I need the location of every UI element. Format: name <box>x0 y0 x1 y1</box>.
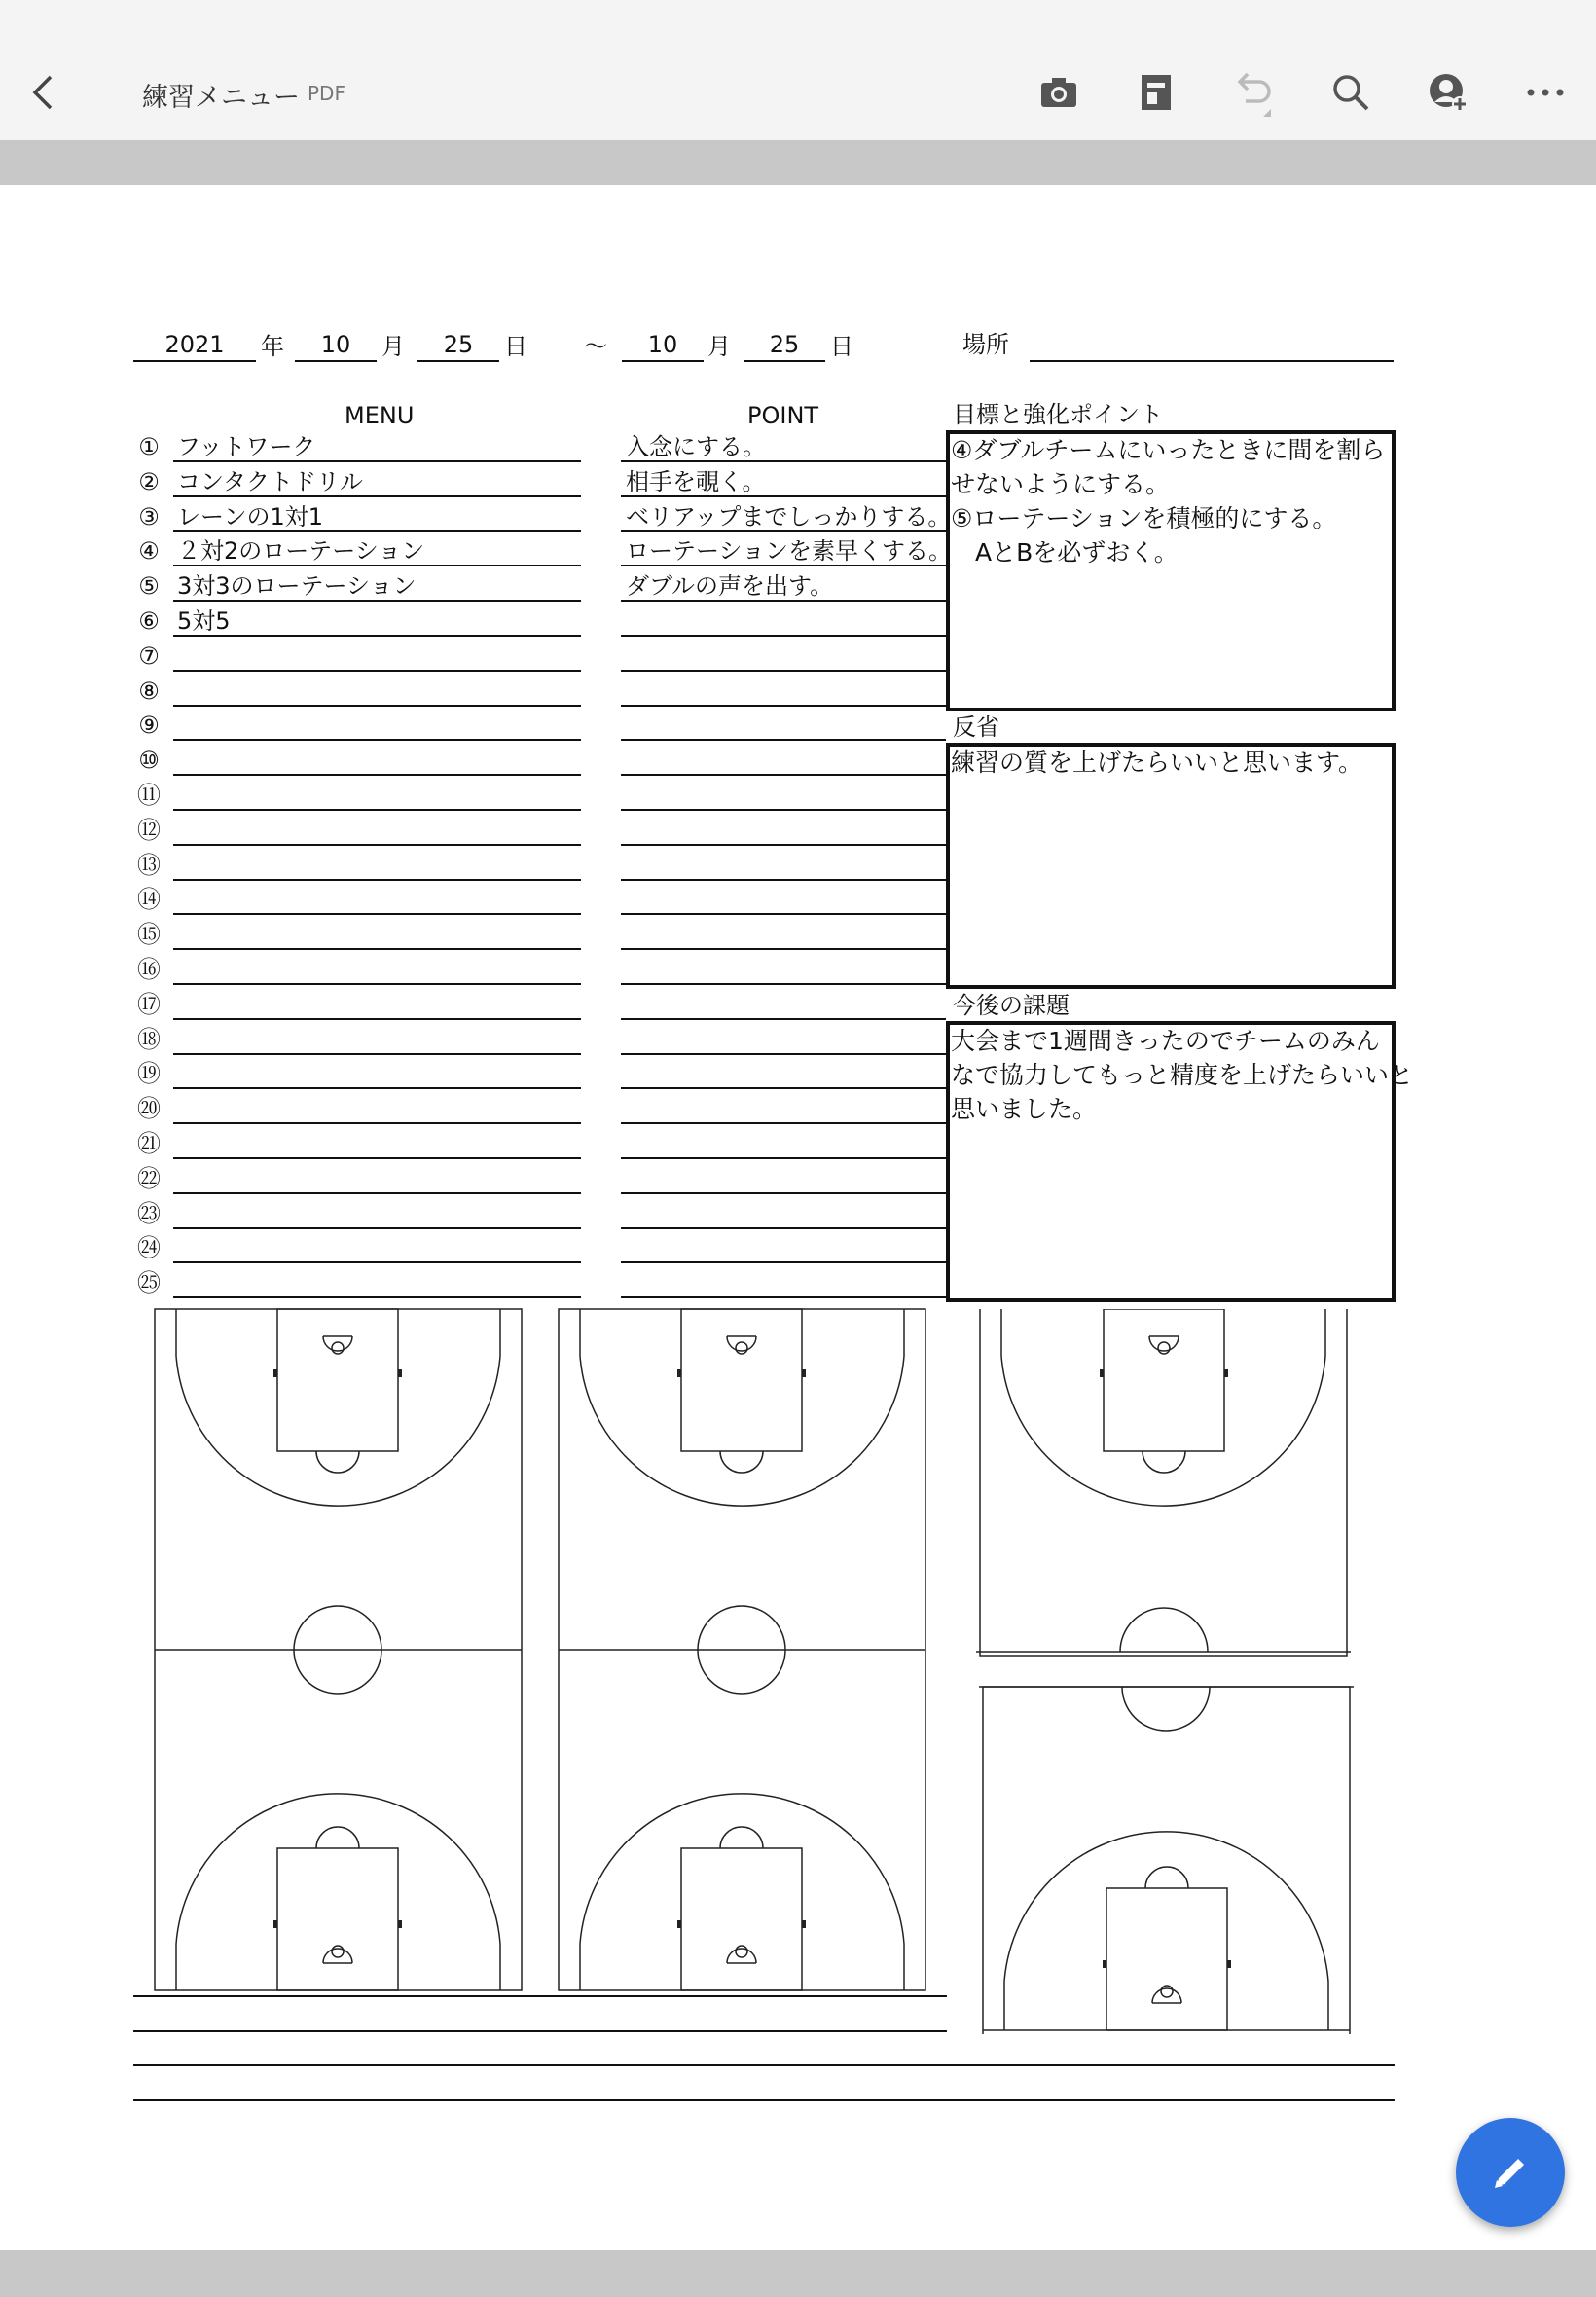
note-line <box>133 2030 947 2032</box>
point-underline <box>621 1227 946 1229</box>
text-line: 練習の質を上げたらいいと思います。 <box>951 748 1363 777</box>
text-line: せないようにする。 <box>951 470 1171 498</box>
menu-item: 5対5 <box>177 607 231 635</box>
menu-item: コンタクトドリル <box>177 468 364 495</box>
row-number: ㉑ <box>137 1130 161 1157</box>
row-number: ㉔ <box>137 1234 161 1261</box>
row-number: ④ <box>138 537 160 565</box>
row-number: ⑲ <box>137 1060 161 1087</box>
point-underline <box>621 635 946 637</box>
point-underline <box>621 774 946 776</box>
document-type-label: PDF <box>308 82 345 105</box>
text-line: 大会まで1週間きったのでチームのみん <box>951 1027 1380 1055</box>
point-underline <box>621 530 946 532</box>
point-underline <box>621 879 946 881</box>
menu-underline <box>173 774 581 776</box>
point-underline <box>621 809 946 811</box>
point-underline <box>621 705 946 707</box>
row-number: ㉕ <box>137 1269 161 1296</box>
place-label: 場所 <box>962 331 1009 358</box>
date-range-tilde: ～ <box>584 333 607 360</box>
menu-underline <box>173 1192 581 1194</box>
point-item: 相手を覗く。 <box>626 468 766 495</box>
half-court-diagram-top <box>976 1309 1351 1658</box>
row-number: ⑯ <box>137 956 161 983</box>
undo-icon[interactable] <box>1229 68 1278 117</box>
text-line: ⑤ローテーションを積極的にする。 <box>951 504 1337 532</box>
reader-mode-icon[interactable] <box>1132 68 1180 117</box>
point-underline <box>621 565 946 566</box>
camera-icon[interactable] <box>1034 68 1083 117</box>
add-user-icon[interactable] <box>1424 68 1472 117</box>
half-court-diagram-bottom <box>979 1684 1354 2034</box>
underline <box>295 360 377 362</box>
end-month-label: 月 <box>707 333 731 360</box>
point-item: 入念にする。 <box>626 433 766 460</box>
edit-fab-button[interactable] <box>1456 2118 1565 2227</box>
document-title: 練習メニュー <box>142 83 300 113</box>
underline <box>133 360 256 362</box>
menu-underline <box>173 530 581 532</box>
row-number: ⑩ <box>138 747 160 774</box>
menu-underline <box>173 983 581 985</box>
end-day-label: 日 <box>830 333 853 360</box>
start-year: 2021 <box>164 331 225 358</box>
start-month: 10 <box>320 331 351 358</box>
row-number: ⑰ <box>137 991 161 1018</box>
row-number: ⑤ <box>138 572 160 600</box>
row-number: ⑨ <box>138 711 160 739</box>
future-label: 今後の課題 <box>953 992 1070 1019</box>
point-underline <box>621 913 946 915</box>
future-text <box>951 1024 1413 1126</box>
point-underline <box>621 1157 946 1159</box>
menu-underline <box>173 1227 581 1229</box>
menu-underline <box>173 1122 581 1124</box>
row-number: ⑬ <box>137 852 161 879</box>
reflection-label: 反省 <box>953 713 999 741</box>
point-underline <box>621 495 946 497</box>
point-underline <box>621 844 946 846</box>
point-underline <box>621 1018 946 1020</box>
pencil-icon <box>1489 2151 1532 2194</box>
back-arrow-icon[interactable] <box>23 68 62 117</box>
reflection-text <box>951 746 1362 780</box>
row-number: ⑧ <box>138 677 160 705</box>
row-number: ⑫ <box>137 817 161 844</box>
row-number: ㉓ <box>137 1200 161 1227</box>
menu-underline <box>173 1261 581 1263</box>
point-item: ローテーションを素早くする。 <box>626 537 953 565</box>
point-underline <box>621 948 946 950</box>
start-day: 25 <box>443 331 474 358</box>
menu-underline <box>173 809 581 811</box>
menu-underline <box>173 600 581 602</box>
menu-item: レーンの1対1 <box>177 503 324 530</box>
viewer-margin-top <box>0 140 1596 185</box>
menu-item: フットワーク <box>177 433 316 460</box>
point-underline <box>621 1296 946 1298</box>
point-underline <box>621 1122 946 1124</box>
row-number: ㉒ <box>137 1165 161 1192</box>
point-underline <box>621 1053 946 1055</box>
text-line: AとBを必ずおく。 <box>951 538 1179 566</box>
menu-underline <box>173 565 581 566</box>
end-day: 25 <box>769 331 800 358</box>
text-line: 思いました。 <box>951 1095 1098 1123</box>
row-number: ⑮ <box>137 921 161 948</box>
goals-label: 目標と強化ポイント <box>953 401 1163 428</box>
search-icon[interactable] <box>1326 68 1375 117</box>
point-underline <box>621 1261 946 1263</box>
point-item: ダブルの声を出す。 <box>626 572 834 600</box>
row-number: ⑱ <box>137 1026 161 1053</box>
point-underline <box>621 460 946 462</box>
menu-underline <box>173 1296 581 1298</box>
goals-text <box>951 433 1385 569</box>
menu-underline <box>173 844 581 846</box>
row-number: ③ <box>138 503 160 530</box>
menu-underline <box>173 879 581 881</box>
menu-underline <box>173 495 581 497</box>
day-label: 日 <box>504 333 527 360</box>
point-underline <box>621 983 946 985</box>
point-underline <box>621 739 946 741</box>
row-number: ② <box>138 468 160 495</box>
end-month: 10 <box>647 331 678 358</box>
point-underline <box>621 600 946 602</box>
menu-underline <box>173 460 581 462</box>
note-line <box>133 2064 1395 2066</box>
point-underline <box>621 670 946 672</box>
point-header: POINT <box>747 402 819 429</box>
menu-underline <box>173 705 581 707</box>
underline <box>744 360 825 362</box>
row-number: ⑳ <box>137 1095 161 1122</box>
point-item: ベリアップまでしっかりする。 <box>626 503 952 530</box>
year-label: 年 <box>261 333 284 360</box>
menu-underline <box>173 1157 581 1159</box>
top-toolbar <box>0 0 1596 140</box>
point-underline <box>621 1087 946 1089</box>
note-line <box>133 1995 947 1997</box>
menu-underline <box>173 1053 581 1055</box>
menu-header: MENU <box>345 402 415 429</box>
more-icon[interactable] <box>1521 68 1570 117</box>
row-number: ① <box>138 433 160 460</box>
row-number: ⑦ <box>138 642 160 670</box>
menu-underline <box>173 1018 581 1020</box>
month-label: 月 <box>381 333 405 360</box>
underline <box>622 360 704 362</box>
point-underline <box>621 1192 946 1194</box>
menu-underline <box>173 913 581 915</box>
menu-item: 3対3のローテーション <box>177 572 417 600</box>
menu-underline <box>173 1087 581 1089</box>
viewer-margin-bottom <box>0 2250 1596 2297</box>
full-court-diagram-middle <box>555 1307 929 1992</box>
place-underline <box>1030 360 1394 362</box>
row-number: ⑥ <box>138 607 160 635</box>
row-number: ⑪ <box>137 782 161 809</box>
menu-underline <box>173 739 581 741</box>
note-line <box>133 2099 1395 2101</box>
underline <box>417 360 499 362</box>
menu-underline <box>173 670 581 672</box>
text-line: ④ダブルチームにいったときに間を割ら <box>951 436 1386 464</box>
menu-underline <box>173 948 581 950</box>
full-court-diagram-left <box>151 1307 526 1992</box>
menu-item: ２対2のローテーション <box>177 537 425 565</box>
menu-underline <box>173 635 581 637</box>
text-line: なで協力してもっと精度を上げたらいいと <box>951 1061 1414 1089</box>
row-number: ⑭ <box>137 886 161 913</box>
